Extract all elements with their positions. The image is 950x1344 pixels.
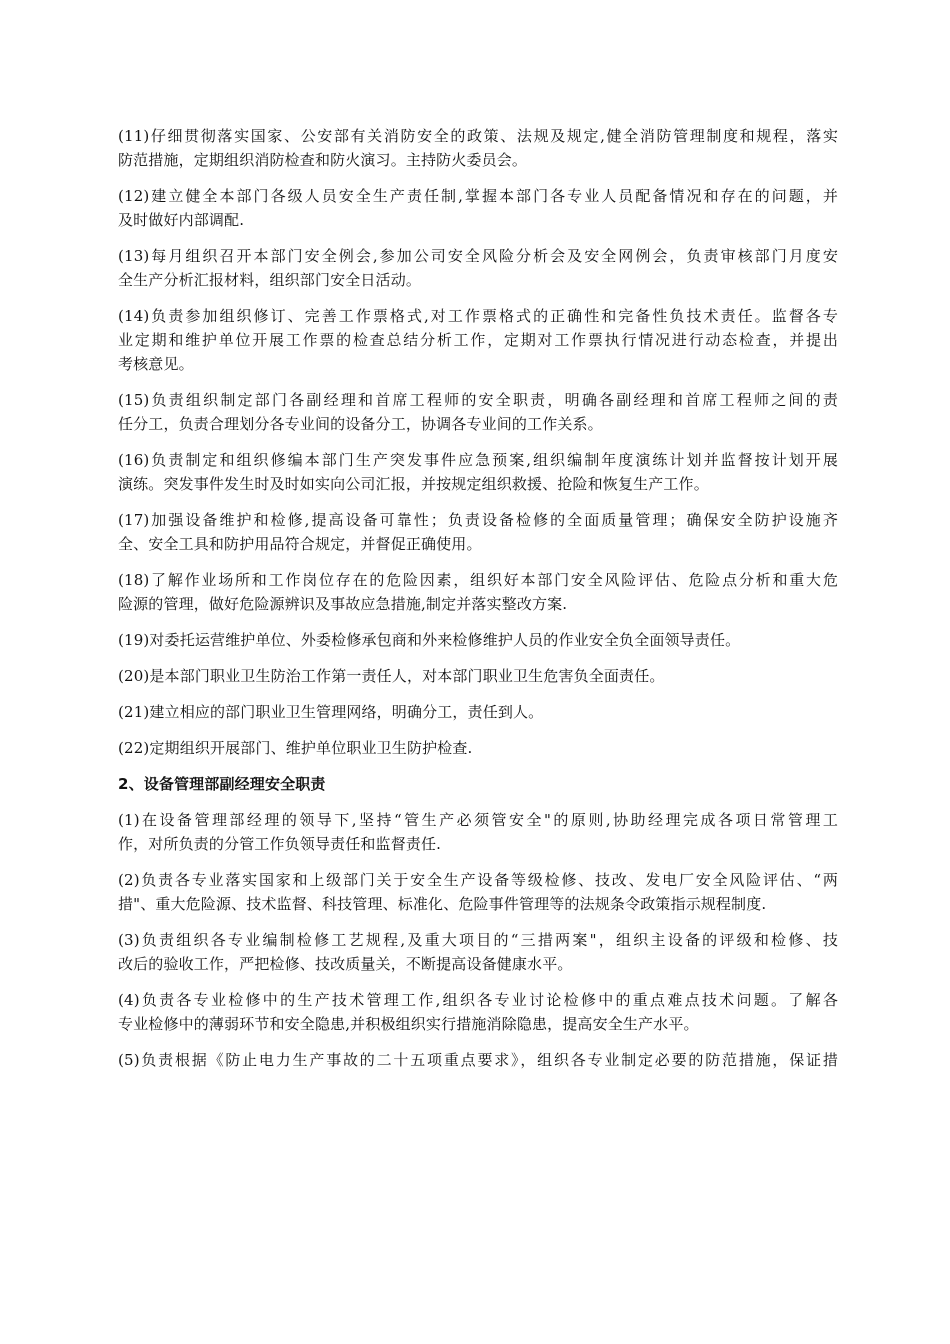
text-line: 改后的验收工作，严把检修、技改质量关，不断提高设备健康水平。 — [118, 955, 573, 973]
paragraph-21 — [118, 700, 838, 724]
text-line: (22)定期组织开展部门、维护单位职业卫生防护检查. — [118, 739, 473, 757]
paragraph-19 — [118, 628, 838, 652]
section-paragraph-4 — [118, 988, 838, 1036]
text-line: 及时做好内部调配. — [118, 211, 245, 229]
section-heading: 2、设备管理部副经理安全职责 — [118, 775, 326, 793]
text-line: 业定期和维护单位开展工作票的检查总结分析工作，定期对工作票执行情况进行动态检查，并提出 — [118, 331, 838, 349]
section-paragraph-1 — [118, 808, 838, 856]
paragraph-20 — [118, 664, 838, 688]
text-line: (19)对委托运营维护单位、外委检修承包商和外来检修维护人员的作业安全负全面领导责任。 — [118, 631, 741, 649]
text-line: (17)加强设备维护和检修,提高设备可靠性；负责设备检修的全面质量管理；确保安全防护设施齐 — [118, 511, 838, 529]
text-line: (20)是本部门职业卫生防治工作第一责任人，对本部门职业卫生危害负全面责任。 — [118, 667, 665, 685]
text-line: (12)建立健全本部门各级人员安全生产责任制,掌握本部门各专业人员配备情况和存在的问题，并 — [118, 187, 838, 205]
text-line: 演练。突发事件发生时及时如实向公司汇报，并按规定组织救援、抢险和恢复生产工作。 — [118, 475, 709, 493]
text-line: 全生产分析汇报材料，组织部门安全日活动。 — [118, 271, 422, 289]
paragraph-14 — [118, 304, 838, 376]
text-line: 任分工，负责合理划分各专业间的设备分工，协调各专业间的工作关系。 — [118, 415, 603, 433]
text-line: (4)负责各专业检修中的生产技术管理工作,组织各专业讨论检修中的重点难点技术问题。了解各 — [118, 991, 838, 1009]
text-line: (18)了解作业场所和工作岗位存在的危险因素，组织好本部门安全风险评估、危险点分析和重大危 — [118, 571, 838, 589]
section-paragraph-2 — [118, 868, 838, 916]
text-line: 全、安全工具和防护用品符合规定，并督促正确使用。 — [118, 535, 482, 553]
section-paragraph-5 — [118, 1048, 838, 1072]
text-line: (3)负责组织各专业编制检修工艺规程,及重大项目的“三措两案"，组织主设备的评级和检修、技 — [118, 931, 838, 949]
paragraph-11 — [118, 124, 838, 172]
text-line: (2)负责各专业落实国家和上级部门关于安全生产设备等级检修、技改、发电厂安全风险评估、“两 — [118, 871, 838, 889]
text-line: 险源的管理，做好危险源辨识及事故应急措施,制定并落实整改方案. — [118, 595, 568, 613]
text-line: (14)负责参加组织修订、完善工作票格式,对工作票格式的正确性和完备性负技术责任。监督各专 — [118, 307, 838, 325]
text-line: 防范措施，定期组织消防检查和防火演习。主持防火委员会。 — [118, 151, 528, 169]
text-line: (13)每月组织召开本部门安全例会,参加公司安全风险分析会及安全网例会，负责审核部门月度安 — [118, 247, 838, 265]
text-line: (21)建立相应的部门职业卫生管理网络，明确分工，责任到人。 — [118, 703, 544, 721]
text-line: (11)仔细贯彻落实国家、公安部有关消防安全的政策、法规及规定,健全消防管理制度和规程，落实 — [118, 127, 838, 145]
document-body — [118, 124, 838, 1072]
text-line: 措"、重大危险源、技术监督、科技管理、标准化、危险事件管理等的法规条令政策指示规程制度. — [118, 895, 767, 913]
text-line: (16)负责制定和组织修编本部门生产突发事件应急预案,组织编制年度演练计划并监督按计划开展 — [118, 451, 838, 469]
text-line: 作，对所负责的分管工作负领导责任和监督责任. — [118, 835, 442, 853]
paragraph-16 — [118, 448, 838, 496]
paragraph-22 — [118, 736, 838, 760]
paragraph-15 — [118, 388, 838, 436]
paragraph-17 — [118, 508, 838, 556]
text-line: (15)负责组织制定部门各副经理和首席工程师的安全职责，明确各副经理和首席工程师之间的责 — [118, 391, 838, 409]
section-paragraph-3 — [118, 928, 838, 976]
text-line: (5)负责根据《防止电力生产事故的二十五项重点要求》，组织各专业制定必要的防范措施，保证措 — [118, 1051, 838, 1069]
paragraph-13 — [118, 244, 838, 292]
text-line: 专业检修中的薄弱环节和安全隐患,并积极组织实行措施消除隐患，提高安全生产水平。 — [118, 1015, 699, 1033]
text-line: (1)在设备管理部经理的领导下,坚持“管生产必须管安全"的原则,协助经理完成各项日常管理工 — [118, 811, 838, 829]
paragraph-12 — [118, 184, 838, 232]
text-line: 考核意见。 — [118, 355, 194, 373]
paragraph-18 — [118, 568, 838, 616]
